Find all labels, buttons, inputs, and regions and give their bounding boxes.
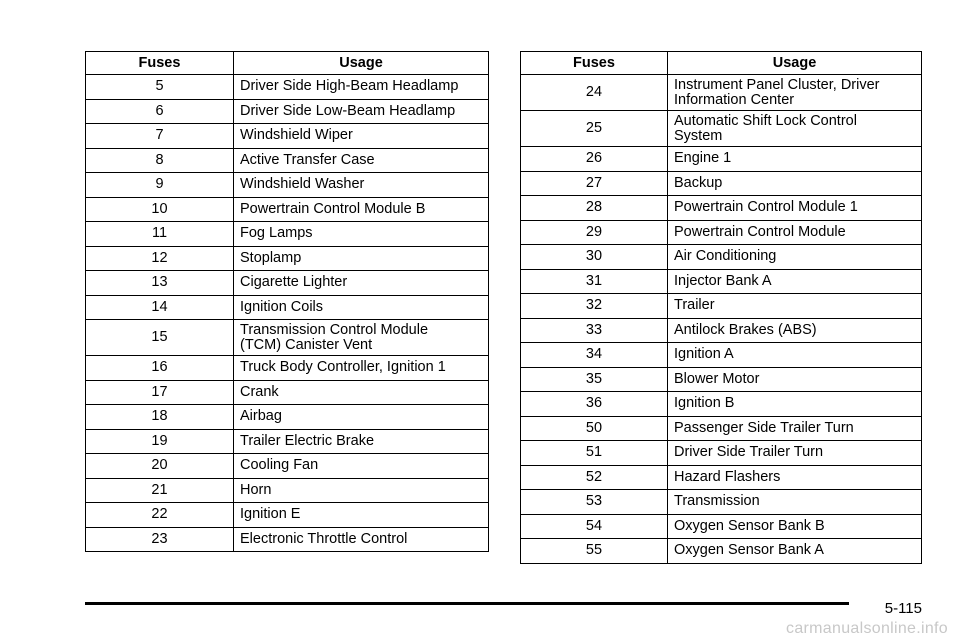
table-row: [521, 343, 922, 368]
fuse-usage: Transmission: [668, 490, 922, 515]
table-row: [86, 197, 489, 222]
table-row: [521, 269, 922, 294]
table-row: [86, 405, 489, 430]
table-row: [86, 148, 489, 173]
page-number: 5-115: [884, 600, 922, 617]
fuse-usage: Oxygen Sensor Bank A: [668, 539, 922, 564]
fuse-number: 11: [86, 222, 234, 247]
table-row: [86, 320, 489, 356]
fuse-usage: Truck Body Controller, Ignition 1: [234, 356, 489, 381]
fuse-number: 20: [86, 454, 234, 479]
fuse-usage: Air Conditioning: [668, 245, 922, 270]
table-row: [521, 75, 922, 111]
fuse-usage: Antilock Brakes (ABS): [668, 318, 922, 343]
table-row: [86, 75, 489, 100]
table-row: [521, 367, 922, 392]
fuse-number: 19: [86, 429, 234, 454]
fuse-number: 26: [521, 147, 668, 172]
fuse-number: 12: [86, 246, 234, 271]
fuse-usage: Fog Lamps: [234, 222, 489, 247]
table-row: [521, 294, 922, 319]
footer-rule: [85, 602, 849, 605]
fuse-usage: Windshield Wiper: [234, 124, 489, 149]
table-row: [521, 392, 922, 417]
fuse-usage: Blower Motor: [668, 367, 922, 392]
fuse-usage: Trailer Electric Brake: [234, 429, 489, 454]
header-usage: Usage: [234, 52, 489, 75]
fuse-number: 6: [86, 99, 234, 124]
table-row: [86, 99, 489, 124]
fuse-usage: Cigarette Lighter: [234, 271, 489, 296]
table-row: [521, 490, 922, 515]
table-row: [86, 271, 489, 296]
fuse-usage-line: (TCM) Canister Vent: [240, 336, 373, 353]
table-row: [521, 147, 922, 172]
table-row: [521, 539, 922, 564]
fuse-usage-line: Transmission Control Module: [240, 321, 429, 338]
fuse-usage: [668, 111, 922, 147]
fuse-number: 10: [86, 197, 234, 222]
header-fuses: Fuses: [521, 52, 668, 75]
table-row: [86, 380, 489, 405]
fuse-usage: Airbag: [234, 405, 489, 430]
table-row: [86, 478, 489, 503]
fuse-number: 18: [86, 405, 234, 430]
fuse-number: 31: [521, 269, 668, 294]
fuse-usage-line: Automatic Shift Lock Control: [674, 112, 857, 129]
fuse-number: 25: [521, 111, 668, 147]
fuse-number: 28: [521, 196, 668, 221]
fuse-number: 32: [521, 294, 668, 319]
fuse-number: 35: [521, 367, 668, 392]
fuse-number: 17: [86, 380, 234, 405]
table-row: [86, 356, 489, 381]
fuse-usage: Cooling Fan: [234, 454, 489, 479]
fuse-number: 16: [86, 356, 234, 381]
fuse-number: 50: [521, 416, 668, 441]
fuse-number: 15: [86, 320, 234, 356]
table-row: [86, 454, 489, 479]
watermark: carmanualsonline.info: [786, 620, 948, 637]
header-usage: Usage: [668, 52, 922, 75]
fuse-number: 53: [521, 490, 668, 515]
fuse-number: 54: [521, 514, 668, 539]
table-row: [521, 416, 922, 441]
header-fuses: Fuses: [86, 52, 234, 75]
fuse-usage: Electronic Throttle Control: [234, 527, 489, 552]
table-row: [86, 124, 489, 149]
table-row: [86, 503, 489, 528]
fuse-usage: Oxygen Sensor Bank B: [668, 514, 922, 539]
fuse-usage: Windshield Washer: [234, 173, 489, 198]
fuse-usage: Stoplamp: [234, 246, 489, 271]
table-row: [521, 171, 922, 196]
table-row: [521, 441, 922, 466]
fuse-usage: Passenger Side Trailer Turn: [668, 416, 922, 441]
fuse-number: 5: [86, 75, 234, 100]
fuse-number: 51: [521, 441, 668, 466]
table-row: [86, 222, 489, 247]
table-row: [521, 220, 922, 245]
fuse-number: 13: [86, 271, 234, 296]
fuse-usage-line: Information Center: [674, 91, 795, 108]
fuse-usage: Backup: [668, 171, 922, 196]
fuse-usage: Active Transfer Case: [234, 148, 489, 173]
fuse-usage: Ignition E: [234, 503, 489, 528]
fuse-usage: Injector Bank A: [668, 269, 922, 294]
fuse-usage: Crank: [234, 380, 489, 405]
table-row: [86, 295, 489, 320]
fuse-number: 55: [521, 539, 668, 564]
fuse-usage: Powertrain Control Module B: [234, 197, 489, 222]
table-row: [521, 514, 922, 539]
table-row: [521, 111, 922, 147]
fuse-usage: Driver Side Trailer Turn: [668, 441, 922, 466]
fuse-usage: Engine 1: [668, 147, 922, 172]
fuse-table-right: [520, 51, 922, 564]
fuse-usage: Driver Side Low-Beam Headlamp: [234, 99, 489, 124]
fuse-number: 34: [521, 343, 668, 368]
fuse-table-left: [85, 51, 489, 552]
fuse-number: 24: [521, 75, 668, 111]
fuse-number: 22: [86, 503, 234, 528]
fuse-usage: Ignition Coils: [234, 295, 489, 320]
table-row: [86, 246, 489, 271]
table-row: [521, 196, 922, 221]
table-header-row: [86, 52, 489, 75]
fuse-usage: Trailer: [668, 294, 922, 319]
fuse-usage-line: Instrument Panel Cluster, Driver: [674, 76, 880, 93]
fuse-usage: Powertrain Control Module 1: [668, 196, 922, 221]
fuse-usage-line: System: [674, 127, 723, 144]
fuse-number: 30: [521, 245, 668, 270]
table-row: [86, 527, 489, 552]
fuse-usage: Powertrain Control Module: [668, 220, 922, 245]
fuse-number: 23: [86, 527, 234, 552]
fuse-number: 21: [86, 478, 234, 503]
table-row: [521, 318, 922, 343]
table-row: [86, 173, 489, 198]
fuse-number: 27: [521, 171, 668, 196]
fuse-usage: Ignition A: [668, 343, 922, 368]
fuse-number: 52: [521, 465, 668, 490]
fuse-usage: [668, 75, 922, 111]
table-row: [86, 429, 489, 454]
table-row: [521, 465, 922, 490]
table-row: [521, 245, 922, 270]
fuse-number: 29: [521, 220, 668, 245]
fuse-usage: [234, 320, 489, 356]
fuse-number: 33: [521, 318, 668, 343]
fuse-usage: Driver Side High-Beam Headlamp: [234, 75, 489, 100]
fuse-number: 14: [86, 295, 234, 320]
fuse-number: 8: [86, 148, 234, 173]
fuse-usage: Ignition B: [668, 392, 922, 417]
fuse-number: 9: [86, 173, 234, 198]
fuse-usage: Hazard Flashers: [668, 465, 922, 490]
fuse-number: 7: [86, 124, 234, 149]
fuse-usage: Horn: [234, 478, 489, 503]
fuse-number: 36: [521, 392, 668, 417]
table-header-row: [521, 52, 922, 75]
